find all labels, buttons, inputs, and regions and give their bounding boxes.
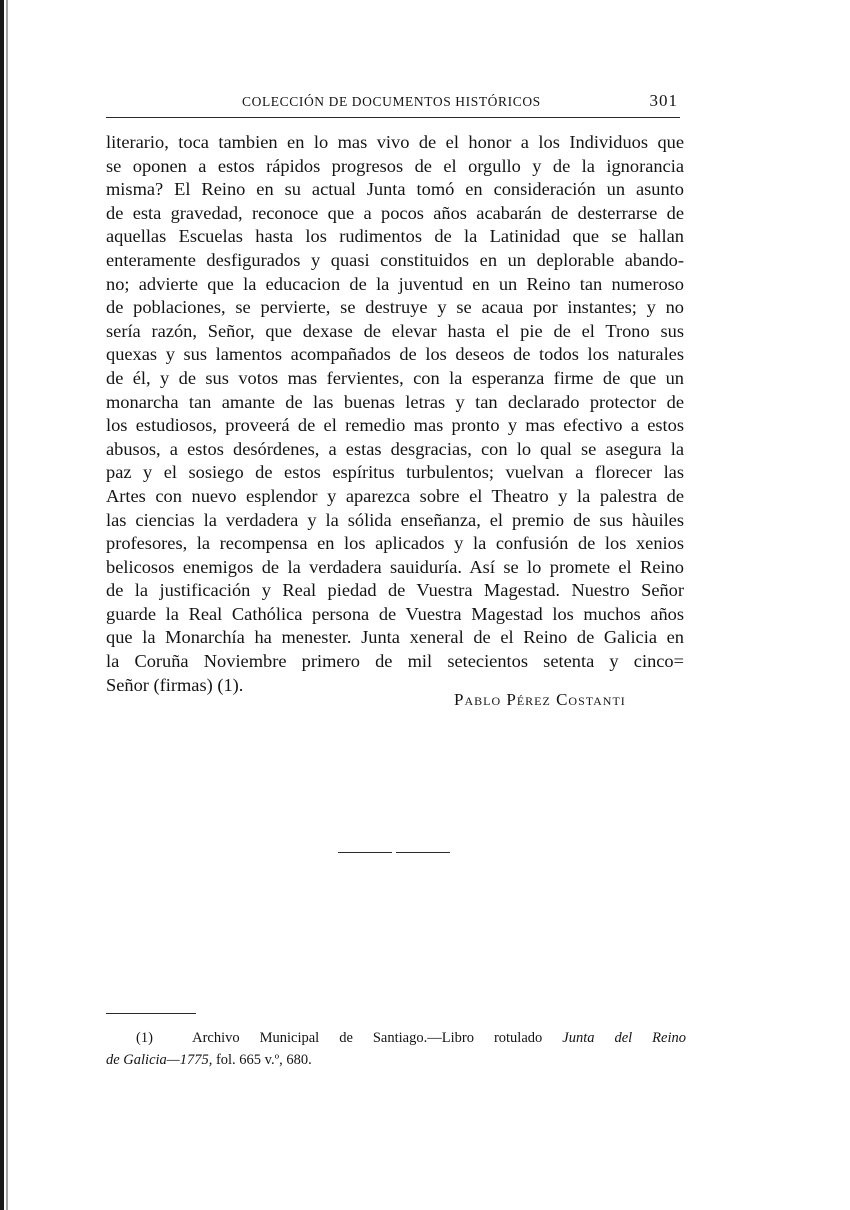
body-text xyxy=(106,131,684,697)
page-number: 301 xyxy=(649,91,678,110)
footnote-line xyxy=(106,1027,686,1049)
body-line: los estudiosos, proveerá de el remedio mas pronto y mas efectivo a estos xyxy=(106,415,684,436)
body-line: enteramente desfigurados y quasi constituidos en un deplorable abando- xyxy=(106,249,684,270)
running-title: COLECCIÓN DE DOCUMENTOS HISTÓRICOS xyxy=(242,94,541,109)
body-line: belicosos enemigos de la verdadera sauiduría. Así se lo promete el Reino xyxy=(106,556,684,577)
body-line: abusos, a estos desórdenes, a estas desgracias, con lo qual se asegura la xyxy=(106,438,684,459)
body-line: de poblaciones, se pervierte, se destruye y se acaua por instantes; y no xyxy=(106,297,684,318)
body-line: paz y el sosiego de estos espíritus turbulentos; vuelvan a florecer las xyxy=(106,462,684,483)
footnote-title: Junta del Reino xyxy=(562,1030,686,1046)
header-rule xyxy=(106,117,680,118)
footnote-text: Archivo Municipal de Santiago.—Libro rotulado xyxy=(192,1030,543,1046)
body-line: que la Monarchía ha menester. Junta xeneral de el Reino de Galicia en xyxy=(106,627,684,648)
body-line: la Coruña Noviembre primero de mil setecientos setenta y cinco= xyxy=(106,651,684,672)
body-line: no; advierte que la educacion de la juventud en un Reino tan numeroso xyxy=(106,273,684,294)
scan-left-shadow xyxy=(6,0,8,1210)
footnote-rule xyxy=(106,1013,196,1014)
body-line: se oponen a estos rápidos progresos de el orgullo y de la ignorancia xyxy=(106,155,684,176)
section-separator xyxy=(338,852,392,853)
author-signature: Pablo Pérez Costanti xyxy=(454,690,626,709)
footnote-title: de Galicia—1775, xyxy=(106,1052,213,1068)
running-head xyxy=(106,92,686,114)
body-line: monarcha tan amante de las buenas letras y tan declarado protector de xyxy=(106,391,684,412)
footnote-line xyxy=(106,1049,686,1071)
body-line: sería razón, Señor, que dexase de elevar hasta el pie de el Trono sus xyxy=(106,320,684,341)
body-line: de esta gravedad, reconoce que a pocos años acabarán de desterrarse de xyxy=(106,202,684,223)
body-line: Artes con nuevo esplendor y aparezca sobre el Theatro y la palestra de xyxy=(106,485,684,506)
footnote-text: fol. 665 v.º, 680. xyxy=(215,1052,312,1068)
body-line: aquellas Escuelas hasta los rudimentos de la Latinidad que se hallan xyxy=(106,226,684,247)
body-line: las ciencias la verdadera y la sólida enseñanza, el premio de sus hàuiles xyxy=(106,509,684,530)
body-line: de él, y de sus votos mas fervientes, con la esperanza firme de que un xyxy=(106,367,684,388)
body-line: guarde la Real Cathólica persona de Vuestra Magestad los muchos años xyxy=(106,603,684,624)
scan-left-edge xyxy=(0,0,4,1210)
body-line: literario, toca tambien en lo mas vivo de el honor a los Individuos que xyxy=(106,132,684,152)
section-separator xyxy=(396,852,450,853)
footnote-marker: (1) xyxy=(136,1030,153,1046)
footnote xyxy=(106,1027,686,1071)
body-line: de la justificación y Real piedad de Vuestra Magestad. Nuestro Señor xyxy=(106,580,684,601)
body-line: misma? El Reino en su actual Junta tomó en consideración un asunto xyxy=(106,179,684,200)
body-line: Señor (firmas) (1). xyxy=(106,674,244,695)
body-line: profesores, la recompensa en los aplicados y la confusión de los xenios xyxy=(106,533,684,554)
body-line: quexas y sus lamentos acompañados de los deseos de todos los naturales xyxy=(106,344,684,365)
